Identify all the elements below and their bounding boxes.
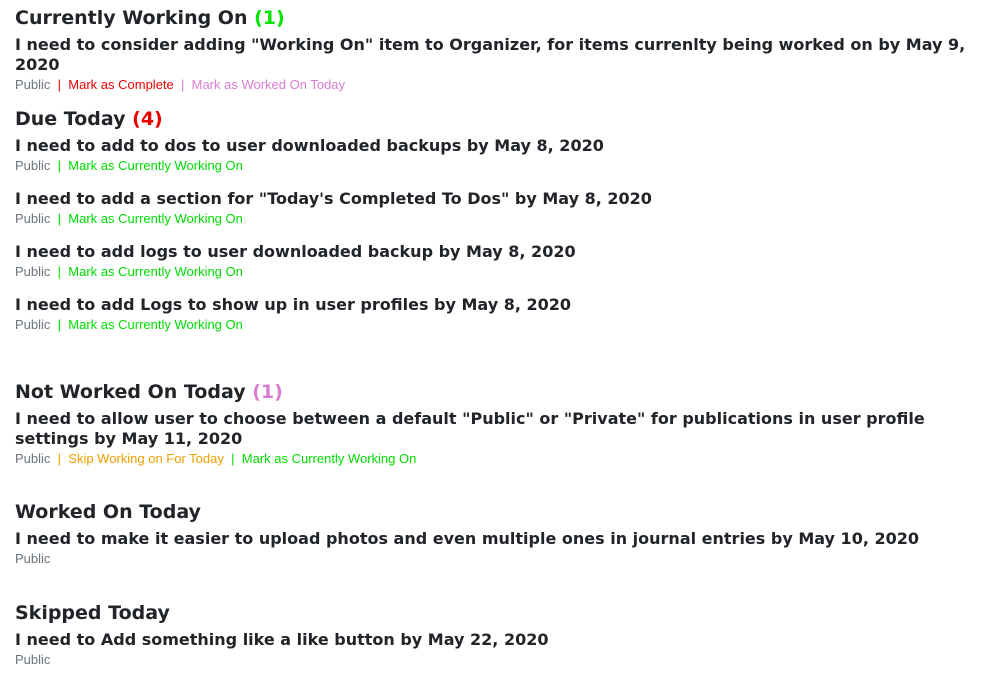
- todo-meta: [15, 451, 990, 467]
- section-title: [15, 106, 990, 132]
- separator: |: [54, 158, 65, 173]
- visibility-label: Public: [15, 652, 51, 667]
- list-item: [15, 630, 990, 668]
- section-skipped-today: [15, 600, 990, 668]
- section-title-text: Not Worked On Today: [15, 381, 246, 403]
- visibility-label: Public: [15, 211, 51, 226]
- list-item: [15, 242, 990, 280]
- visibility-label: Public: [15, 551, 51, 566]
- todo-title[interactable]: I need to add logs to user downloaded backup by May 8, 2020: [15, 242, 576, 261]
- visibility-label: Public: [15, 264, 51, 279]
- skip-working-on-for-today-link[interactable]: Skip Working on For Today: [68, 451, 224, 466]
- section-count: (4): [132, 108, 163, 130]
- mark-as-worked-on-today-link[interactable]: Mark as Worked On Today: [191, 77, 346, 92]
- visibility-label: Public: [15, 158, 51, 173]
- section-count: (1): [252, 381, 283, 403]
- separator: |: [54, 317, 65, 332]
- section-title: [15, 600, 990, 626]
- mark-as-complete-link[interactable]: Mark as Complete: [68, 77, 174, 92]
- todo-meta: [15, 317, 990, 333]
- list-item: [15, 35, 990, 93]
- todo-title[interactable]: I need to Add something like a like button by May 22, 2020: [15, 630, 549, 649]
- separator: |: [54, 211, 65, 226]
- todo-title[interactable]: I need to add to dos to user downloaded backups by May 8, 2020: [15, 136, 604, 155]
- list-item: [15, 409, 990, 467]
- separator: |: [227, 451, 239, 466]
- todo-title[interactable]: I need to make it easier to upload photos and even multiple ones in journal entries by May 10, 2020: [15, 529, 919, 548]
- todo-meta: [15, 264, 990, 280]
- mark-as-currently-working-on-link[interactable]: Mark as Currently Working On: [68, 211, 243, 226]
- todo-title[interactable]: I need to add Logs to show up in user profiles by May 8, 2020: [15, 295, 572, 314]
- list-item: [15, 295, 990, 333]
- section-title: [15, 379, 990, 405]
- mark-as-currently-working-on-link[interactable]: Mark as Currently Working On: [241, 451, 417, 466]
- list-item: [15, 136, 990, 174]
- todo-title[interactable]: I need to consider adding "Working On" item to Organizer, for items currenlty being worked on by May 9, 2020: [15, 35, 966, 74]
- section-count: (1): [254, 7, 285, 29]
- visibility-label: Public: [15, 317, 51, 332]
- section-due-today: [15, 106, 990, 333]
- section-title-text: Skipped Today: [15, 602, 170, 624]
- todo-meta: [15, 652, 990, 668]
- separator: |: [177, 77, 188, 92]
- mark-as-currently-working-on-link[interactable]: Mark as Currently Working On: [68, 264, 243, 279]
- mark-as-currently-working-on-link[interactable]: Mark as Currently Working On: [68, 158, 243, 173]
- separator: |: [54, 451, 65, 466]
- todo-meta: [15, 158, 990, 174]
- section-title-text: Worked On Today: [15, 501, 201, 523]
- todo-meta: [15, 211, 990, 227]
- list-item: [15, 529, 990, 567]
- section-title: [15, 499, 990, 525]
- section-currently-working-on: [15, 5, 990, 93]
- section-title-text: Currently Working On: [15, 7, 248, 29]
- separator: |: [54, 77, 65, 92]
- section-not-worked-on-today: [15, 379, 990, 467]
- list-item: [15, 189, 990, 227]
- section-worked-on-today: [15, 499, 990, 567]
- todo-title[interactable]: I need to allow user to choose between a default "Public" or "Private" for publications in user profile settings by May 11, 2020: [15, 409, 925, 448]
- separator: |: [54, 264, 65, 279]
- todo-meta: [15, 551, 990, 567]
- section-title-text: Due Today: [15, 108, 126, 130]
- todo-title[interactable]: I need to add a section for "Today's Completed To Dos" by May 8, 2020: [15, 189, 652, 208]
- visibility-label: Public: [15, 451, 51, 466]
- todo-meta: [15, 77, 990, 93]
- mark-as-currently-working-on-link[interactable]: Mark as Currently Working On: [68, 317, 243, 332]
- section-title: [15, 5, 990, 31]
- visibility-label: Public: [15, 77, 51, 92]
